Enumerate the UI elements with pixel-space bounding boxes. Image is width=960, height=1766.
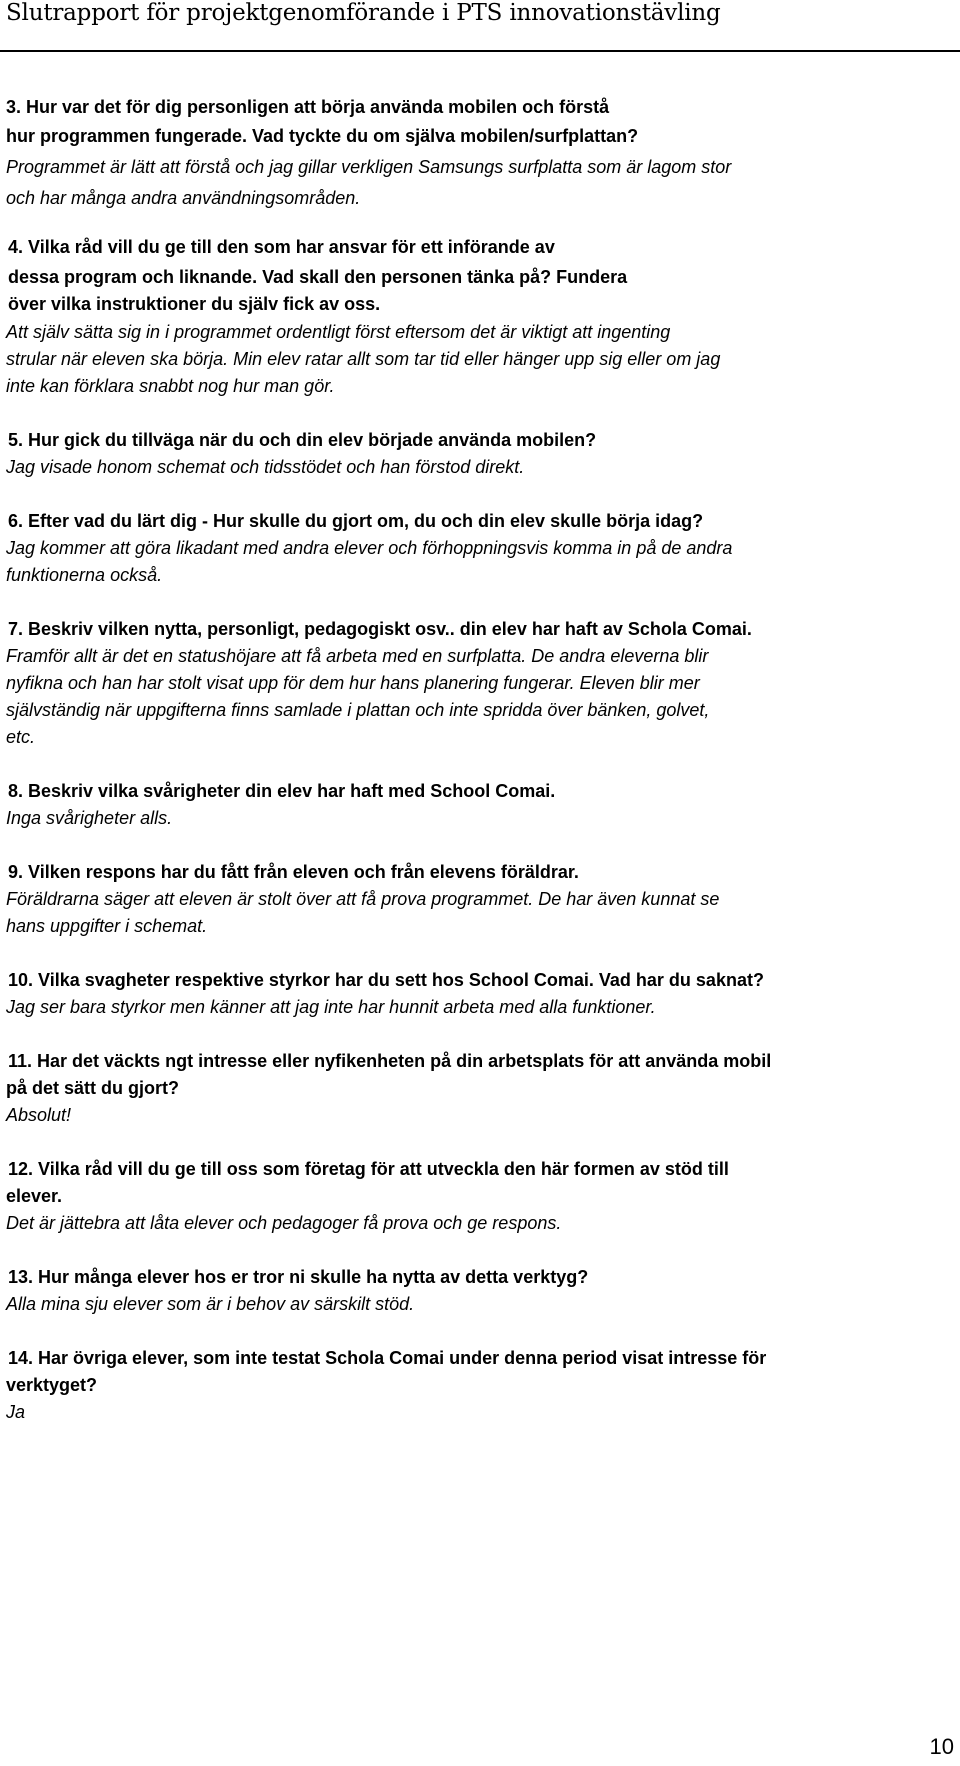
- answer-4-line-2: strular när eleven ska börja. Min elev ratar allt som tar tid eller hänger upp sig eller om jag: [6, 349, 721, 369]
- question-3-line-2: hur programmen fungerade. Vad tyckte du om själva mobilen/surfplattan?: [6, 126, 639, 146]
- answer-4-line-3: inte kan förklara snabbt nog hur man gör.: [6, 376, 335, 396]
- answer-9-line-2: hans uppgifter i schemat.: [6, 916, 208, 936]
- question-5: 5. Hur gick du tillväga när du och din elev började använda mobilen?: [8, 430, 597, 450]
- answer-6-line-1: Jag kommer att göra likadant med andra elever och förhoppningsvis komma in på de andra: [6, 538, 733, 558]
- question-3-line-1: 3. Hur var det för dig personligen att börja använda mobilen och förstå: [6, 97, 610, 117]
- answer-13: Alla mina sju elever som är i behov av särskilt stöd.: [6, 1294, 415, 1314]
- answer-3-line-1: Programmet är lätt att förstå och jag gillar verkligen Samsungs surfplatta som är lagom stor: [6, 157, 732, 177]
- answer-4-line-1: Att själv sätta sig in i programmet ordentligt först eftersom det är viktigt att ingenting: [6, 322, 671, 342]
- answer-14: Ja: [6, 1402, 26, 1422]
- question-4-line-2: dessa program och liknande. Vad skall den personen tänka på? Fundera: [8, 267, 628, 287]
- answer-7-line-4: etc.: [6, 727, 36, 747]
- question-14-line-1: 14. Har övriga elever, som inte testat Schola Comai under denna period visat intresse för: [8, 1348, 767, 1368]
- question-9: 9. Vilken respons har du fått från eleven och från elevens föräldrar.: [8, 862, 579, 882]
- answer-5: Jag visade honom schemat och tidsstödet och han förstod direkt.: [6, 457, 525, 477]
- page-header: [0, 0, 960, 52]
- question-11-line-1: 11. Har det väckts ngt intresse eller nyfikenheten på din arbetsplats för att använda mobil: [8, 1051, 772, 1071]
- answer-7-line-3: självständig när uppgifterna finns samlade i plattan och inte spridda över bänken, golvet,: [6, 700, 710, 720]
- answer-8: Inga svårigheter alls.: [6, 808, 173, 828]
- question-11-line-2: på det sätt du gjort?: [6, 1078, 179, 1098]
- answer-10: Jag ser bara styrkor men känner att jag inte har hunnit arbeta med alla funktioner.: [6, 997, 656, 1017]
- question-10: 10. Vilka svagheter respektive styrkor har du sett hos School Comai. Vad har du saknat?: [8, 970, 764, 990]
- answer-7-line-2: nyfikna och han har stolt visat upp för dem hur hans planering fungerar. Eleven blir mer: [6, 673, 700, 693]
- question-4-line-3: över vilka instruktioner du själv fick av oss.: [8, 294, 381, 314]
- question-8: 8. Beskriv vilka svårigheter din elev har haft med School Comai.: [8, 781, 556, 801]
- question-12-line-1: 12. Vilka råd vill du ge till oss som företag för att utveckla den här formen av stöd till: [8, 1159, 729, 1179]
- question-12-line-2: elever.: [6, 1186, 63, 1206]
- answer-3-line-2: och har många andra användningsområden.: [6, 188, 361, 208]
- question-6: 6. Efter vad du lärt dig - Hur skulle du gjort om, du och din elev skulle börja idag?: [8, 511, 704, 531]
- question-14-line-2: verktyget?: [6, 1375, 98, 1395]
- answer-12: Det är jättebra att låta elever och pedagoger få prova och ge respons.: [6, 1213, 562, 1233]
- question-7: 7. Beskriv vilken nytta, personligt, pedagogiskt osv.. din elev har haft av Schola Comai.: [8, 619, 752, 639]
- question-4-line-1: 4. Vilka råd vill du ge till den som har ansvar för ett införande av: [8, 237, 555, 257]
- answer-11: Absolut!: [6, 1105, 72, 1125]
- question-13: 13. Hur många elever hos er tror ni skulle ha nytta av detta verktyg?: [8, 1267, 589, 1287]
- answer-7-line-1: Framför allt är det en statushöjare att få arbeta med en surfplatta. De andra eleverna blir: [6, 646, 709, 666]
- answer-6-line-2: funktionerna också.: [6, 565, 163, 585]
- header-title: Slutrapport för projektgenomförande i PTS innovationstävling: [6, 0, 721, 26]
- page-number: 10: [929, 1734, 954, 1759]
- answer-9-line-1: Föräldrarna säger att eleven är stolt över att få prova programmet. De har även kunnat se: [6, 889, 720, 909]
